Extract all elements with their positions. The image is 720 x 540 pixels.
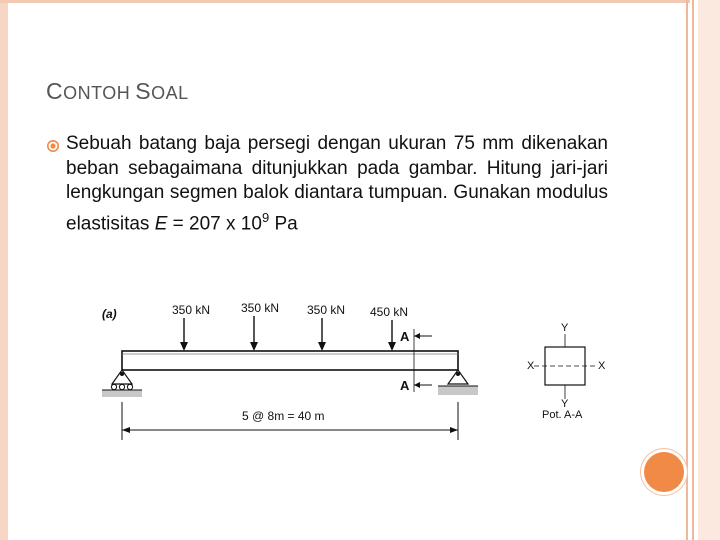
slide-frame-left xyxy=(0,0,8,540)
section-marker-arrowhead xyxy=(414,333,420,339)
decorative-rail xyxy=(698,0,720,540)
decorative-rail xyxy=(692,0,694,540)
decorative-rail xyxy=(686,0,688,540)
left-support xyxy=(102,370,142,397)
section-caption: Pot. A-A xyxy=(542,409,583,421)
dimension-arrowhead xyxy=(450,427,458,433)
paragraph-part: = 207 x 10 xyxy=(167,212,262,234)
modulus-symbol: E xyxy=(154,212,168,234)
load-label: 350 kN xyxy=(172,303,211,317)
title-rest: OAL xyxy=(151,83,189,103)
axis-label-x: X xyxy=(598,360,606,372)
paragraph-part: Pa xyxy=(269,212,298,234)
problem-statement xyxy=(66,132,608,236)
load-arrowhead xyxy=(388,342,396,351)
section-marker-label: A xyxy=(400,329,410,344)
load-arrowheads xyxy=(180,342,396,351)
right-support xyxy=(438,370,478,395)
title-rest: ONTOH xyxy=(63,83,131,103)
bullet-icon xyxy=(46,139,60,155)
cross-section xyxy=(527,322,606,421)
load-label: 350 kN xyxy=(307,303,346,317)
load-arrows xyxy=(184,316,392,344)
load-label: 350 kN xyxy=(241,301,280,315)
panel-label: (a) xyxy=(102,307,117,321)
beam-figure xyxy=(94,296,604,446)
title-initial: C xyxy=(46,78,64,104)
title-initial: S xyxy=(135,78,152,104)
span-dimension-label: 5 @ 8m = 40 m xyxy=(242,409,325,423)
axis-label-x: X xyxy=(527,360,535,372)
decorative-circle xyxy=(641,449,687,495)
slide-frame-top xyxy=(0,0,690,3)
axis-label-y: Y xyxy=(561,398,569,410)
exponent: 9 xyxy=(261,209,270,225)
paragraph-part: Sebuah batang baja persegi dengan ukuran 75 mm dikenakan beban sebagaimana ditunjukkan pada gambar. Hitung jari-jari lengkungan segmen balok diantara tumpuan. Gunakan modulus elastisitas xyxy=(66,133,608,234)
axis-label-y: Y xyxy=(561,322,569,334)
section-marker-arrowhead xyxy=(414,382,420,388)
section-marker-label: A xyxy=(400,378,410,393)
load-arrowhead xyxy=(180,342,188,351)
load-arrowhead xyxy=(250,342,258,351)
dimension-arrowhead xyxy=(122,427,130,433)
slide-title xyxy=(46,78,189,105)
load-label: 450 kN xyxy=(370,305,409,319)
load-arrowhead xyxy=(318,342,326,351)
